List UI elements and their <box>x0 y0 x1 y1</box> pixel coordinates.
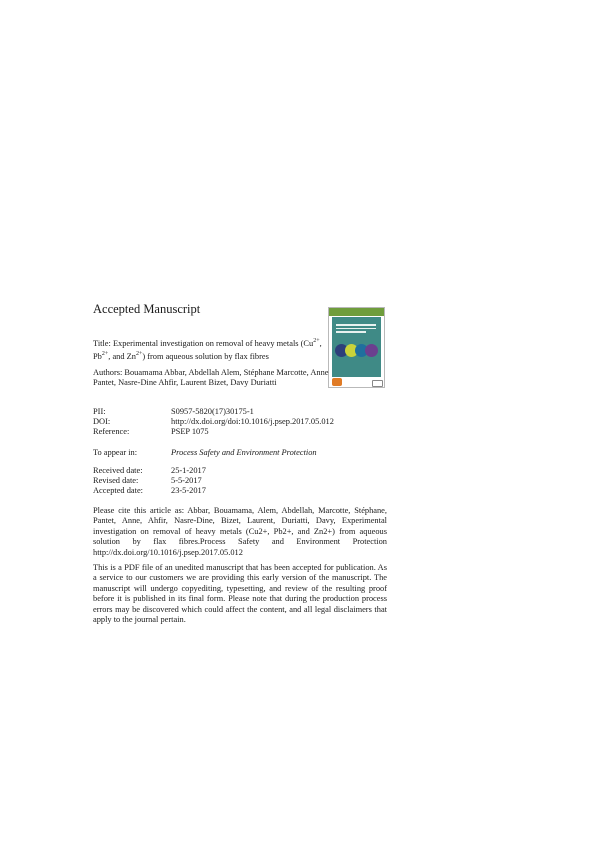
title-text-part: , and Zn <box>108 352 136 361</box>
identifier-row <box>93 417 393 427</box>
identifier-label: DOI: <box>93 417 111 427</box>
cover-circle-4 <box>365 344 378 357</box>
identifier-row <box>93 427 393 437</box>
date-row <box>93 476 393 486</box>
title-superscript-cu: 2+ <box>313 338 320 344</box>
journal-cover-thumbnail <box>328 307 385 388</box>
authors: Authors: Bouamama Abbar, Abdellah Alem, Stéphane Marcotte, Anne Pantet, Nasre-Dine Ahfir, Laurent Bizet, Davy Duriatti <box>93 368 329 388</box>
date-row <box>93 466 393 476</box>
title-text-part: ) from aqueous solution by flax fibres <box>142 352 269 361</box>
title-superscript-zn: 2+ <box>135 351 143 358</box>
cover-title-lines <box>336 324 376 335</box>
publisher-logo-icon <box>332 378 342 386</box>
identifier-label: PII: <box>93 407 106 416</box>
cover-panel <box>332 317 381 377</box>
dates-table <box>93 466 393 497</box>
notice-paragraph: This is a PDF file of an unedited manuscript that has been accepted for publication. As a service to our customers we are providing this early version of the manuscript. The manuscript will undergo copyediting, typesetting, and review of the resulting proof before it is published in its final form. Please note that during the production process errors may be discovered which could affect the content, and all legal disclaimers that apply to the journal pertain. <box>93 563 387 625</box>
cover-images <box>335 344 379 358</box>
date-label: Received date: <box>93 466 143 475</box>
appear-label: To appear in: <box>93 448 138 457</box>
doi-link[interactable]: http://dx.doi.org/doi:10.1016/j.psep.2017.05.012 <box>171 417 334 427</box>
date-value: 25-1-2017 <box>171 466 206 475</box>
manuscript-title <box>93 336 333 362</box>
date-row <box>93 486 393 496</box>
identifier-row <box>93 407 393 417</box>
identifiers-table <box>93 407 393 438</box>
date-value: 23-5-2017 <box>171 486 206 496</box>
appear-in-table <box>93 448 393 458</box>
date-value: 5-5-2017 <box>171 476 202 486</box>
date-label: Revised date: <box>93 476 139 486</box>
journal-mark-icon <box>372 380 383 387</box>
journal-name: Process Safety and Environment Protection <box>171 448 317 457</box>
title-text-part: Title: Experimental investigation on removal of heavy metals (Cu <box>93 338 314 348</box>
identifier-label: Reference: <box>93 427 130 437</box>
identifier-value: S0957-5820(17)30175-1 <box>171 407 254 416</box>
date-label: Accepted date: <box>93 486 143 496</box>
title-text-part: , Pb <box>93 338 322 361</box>
title-superscript-pb: 2+ <box>101 351 109 358</box>
citation-paragraph: Please cite this article as: Abbar, Bouamama, Alem, Abdellah, Marcotte, Stéphane, Pantet, Anne, Ahfir, Nasre-Dine, Bizet, Laurent, Duriatti, Davy, Experimental investigation on removal of heavy metals (Cu2+, Pb2+, and Zn2+) from aqueous solution by flax fibres.Process Safety and Environment Protection http://dx.doi.org/10.1016/j.psep.2017.05.012 <box>93 506 387 557</box>
appear-row <box>93 448 393 458</box>
page-heading: Accepted Manuscript <box>93 302 201 316</box>
cover-top-band <box>329 308 384 316</box>
identifier-value: PSEP 1075 <box>171 427 209 437</box>
